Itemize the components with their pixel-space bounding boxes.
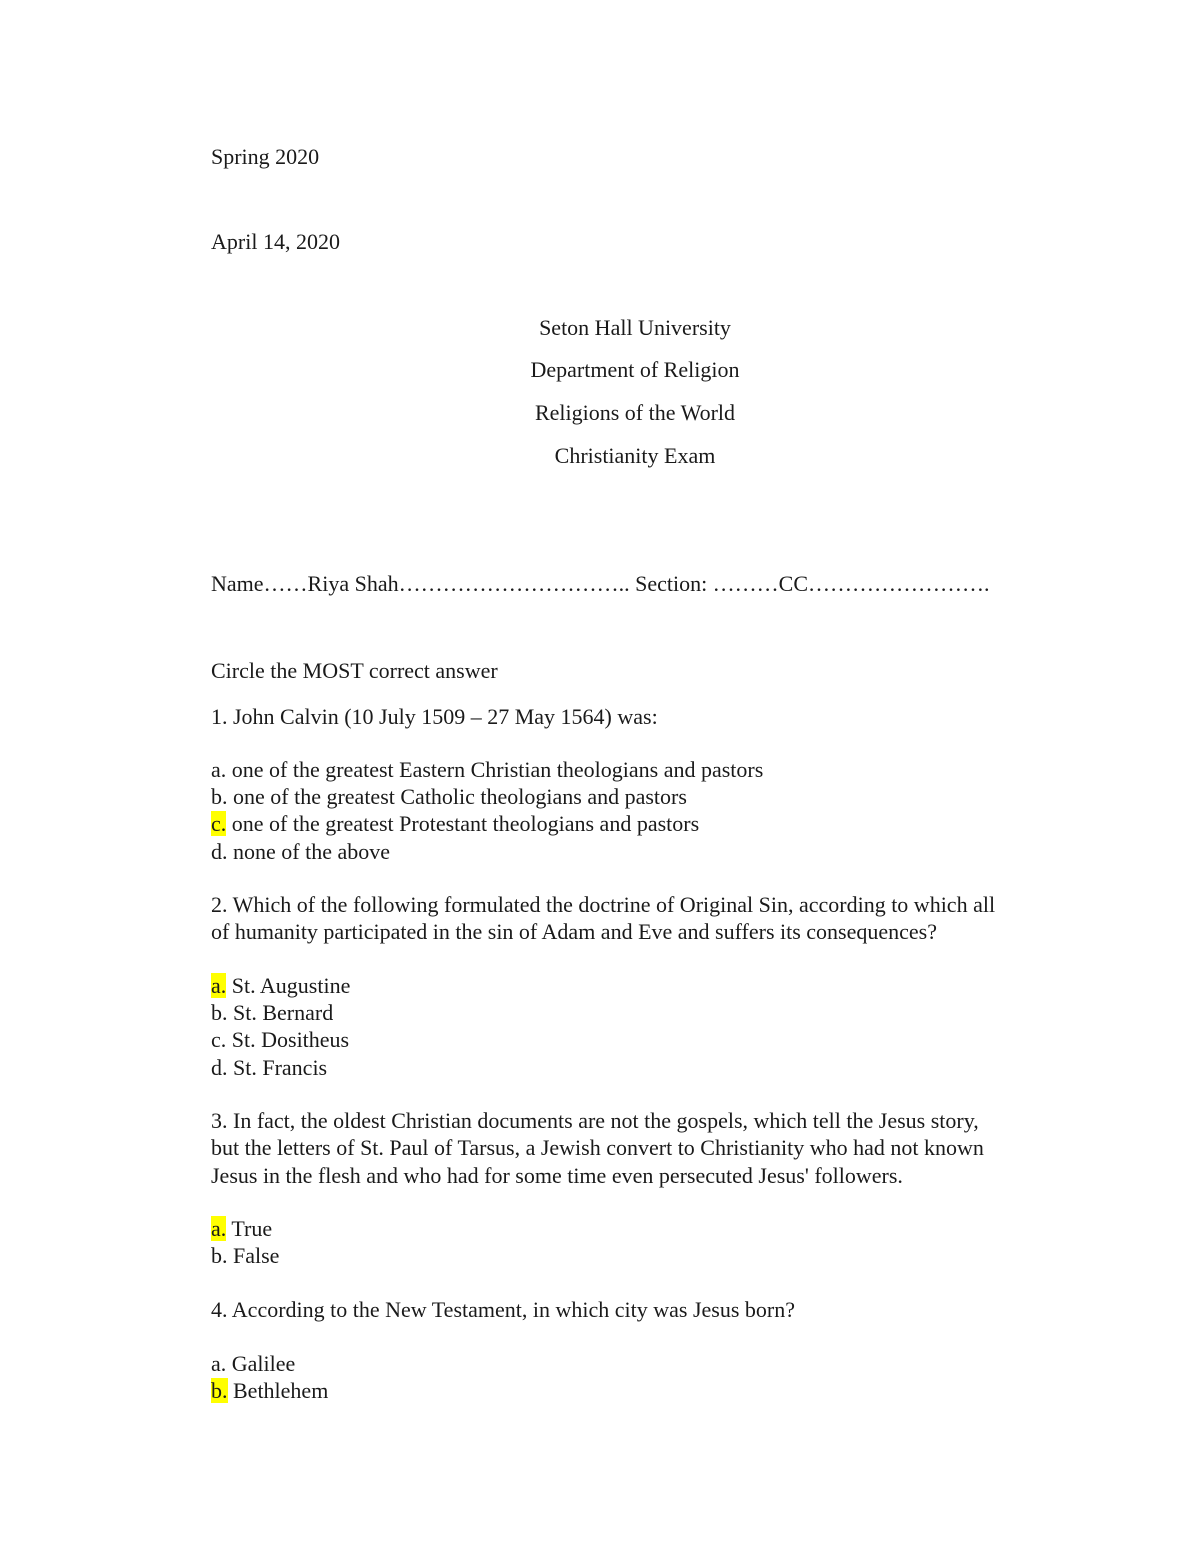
option-text: none of the above [233,839,390,864]
instructions-text: Circle the MOST correct answer [211,658,498,683]
selected-answer-highlight: a. [211,973,227,998]
q4-option-a [211,1350,295,1377]
option-text: False [233,1243,280,1268]
question-3-text-line-2: but the letters of St. Paul of Tarsus, a Jewish convert to Christianity who had not known [211,1135,984,1160]
option-text: St. Bernard [233,1000,334,1025]
option-letter: d. [211,839,228,864]
q3-option-b [211,1242,279,1269]
selected-answer-highlight: b. [211,1378,228,1403]
q3-option-a [211,1215,272,1242]
option-letter: c. [211,1027,227,1052]
question-4-text: 4. According to the New Testament, in which city was Jesus born? [211,1297,795,1322]
option-letter: a. [211,757,227,782]
option-letter: a. [211,1351,227,1376]
question-2-text-line-1: 2. Which of the following formulated the doctrine of Original Sin, according to which all [211,892,996,917]
selected-answer-highlight: c. [211,811,227,836]
q4-option-b [211,1377,328,1404]
date-text: April 14, 2020 [211,229,340,254]
university-title: Seton Hall University [539,315,731,340]
option-text: one of the greatest Protestant theologians and pastors [231,811,700,836]
q2-option-a [211,972,350,999]
question-2-text-line-2: of humanity participated in the sin of Adam and Eve and suffers its consequences? [211,919,937,944]
department-title: Department of Religion [530,357,740,382]
question-3-text-line-1: 3. In fact, the oldest Christian documents are not the gospels, which tell the Jesus story, [211,1108,979,1133]
q1-option-d [211,838,390,865]
question-3-text-line-3: Jesus in the flesh and who had for some time even persecuted Jesus' followers. [211,1163,903,1188]
term-text: Spring 2020 [211,144,320,169]
option-letter: b. [211,1000,228,1025]
option-text: one of the greatest Catholic theologians and pastors [233,784,687,809]
question-1-text: 1. John Calvin (10 July 1509 – 27 May 1564) was: [211,704,658,729]
q1-option-b [211,783,687,810]
option-letter: b. [211,1243,228,1268]
option-text: St. Francis [233,1055,328,1080]
exam-title: Christianity Exam [554,443,716,468]
option-text: St. Dositheus [231,1027,350,1052]
option-text: Bethlehem [233,1378,329,1403]
q2-option-c [211,1026,349,1053]
q2-option-d [211,1054,327,1081]
option-text: True [231,1216,273,1241]
option-letter: d. [211,1055,228,1080]
option-text: one of the greatest Eastern Christian theologians and pastors [231,757,764,782]
selected-answer-highlight: a. [211,1216,227,1241]
name-section-line: Name……Riya Shah………………………….. Section: ………CC……………………. [211,571,990,596]
option-letter: b. [211,784,228,809]
q1-option-a [211,756,763,783]
course-title: Religions of the World [534,400,736,425]
option-text: St. Augustine [231,973,351,998]
q1-option-c [211,810,699,837]
q2-option-b [211,999,333,1026]
option-text: Galilee [231,1351,296,1376]
